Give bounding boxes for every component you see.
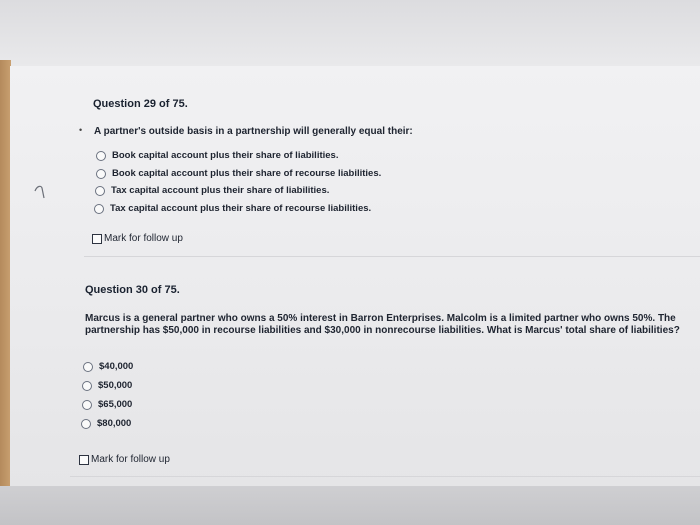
q30-option-1[interactable] <box>83 361 133 372</box>
question-29-title: Question 29 of 75. <box>93 98 188 110</box>
q29-follow-up[interactable] <box>92 233 183 244</box>
radio-icon[interactable] <box>95 186 105 196</box>
q30-option-2-label: $50,000 <box>98 380 133 391</box>
q30-option-4-label: $80,000 <box>97 418 132 429</box>
q29-option-2-label: Book capital account plus their share of recourse liabilities. <box>112 168 382 179</box>
background-bottom <box>0 486 700 525</box>
q30-follow-up[interactable] <box>79 454 170 465</box>
radio-icon[interactable] <box>96 151 106 161</box>
q30-option-2[interactable] <box>82 380 132 391</box>
q29-option-1-label: Book capital account plus their share of liabilities. <box>112 150 339 161</box>
q29-option-4-label: Tax capital account plus their share of recourse liabilities. <box>110 203 372 214</box>
question-30-text: Marcus is a general partner who owns a 50% interest in Barron Enterprises. Malcolm is a limited partner who owns 50%. The partnership has $50,000 in recourse liabilities and $30,000 in nonrecourse liabilities. What is Marcus' total share of liabilities? <box>85 313 680 336</box>
question-divider <box>84 256 700 257</box>
radio-icon[interactable] <box>82 381 92 391</box>
q29-option-4[interactable] <box>94 203 371 214</box>
q29-option-3[interactable] <box>95 185 329 196</box>
bottom-divider <box>70 476 700 477</box>
q29-option-2[interactable] <box>96 168 381 179</box>
q30-option-3[interactable] <box>82 399 132 410</box>
q30-option-1-label: $40,000 <box>99 361 134 372</box>
q30-option-4[interactable] <box>81 418 131 429</box>
q30-follow-up-label: Mark for follow up <box>91 454 170 465</box>
radio-icon[interactable] <box>81 419 91 429</box>
bullet-icon: • <box>79 125 83 135</box>
q29-option-1[interactable] <box>96 150 338 161</box>
radio-icon[interactable] <box>82 400 92 410</box>
radio-icon[interactable] <box>96 169 106 179</box>
question-30-title: Question 30 of 75. <box>85 284 180 296</box>
question-29-text: A partner's outside basis in a partnership will generally equal their: <box>94 126 413 137</box>
radio-icon[interactable] <box>94 204 104 214</box>
radio-icon[interactable] <box>83 362 93 372</box>
checkbox-icon[interactable] <box>92 234 102 244</box>
q29-option-3-label: Tax capital account plus their share of liabilities. <box>111 185 330 196</box>
checkbox-icon[interactable] <box>79 455 89 465</box>
q30-option-3-label: $65,000 <box>98 399 133 410</box>
pen-mark-icon <box>33 183 47 201</box>
background-top <box>0 0 700 66</box>
q29-follow-up-label: Mark for follow up <box>104 233 183 244</box>
